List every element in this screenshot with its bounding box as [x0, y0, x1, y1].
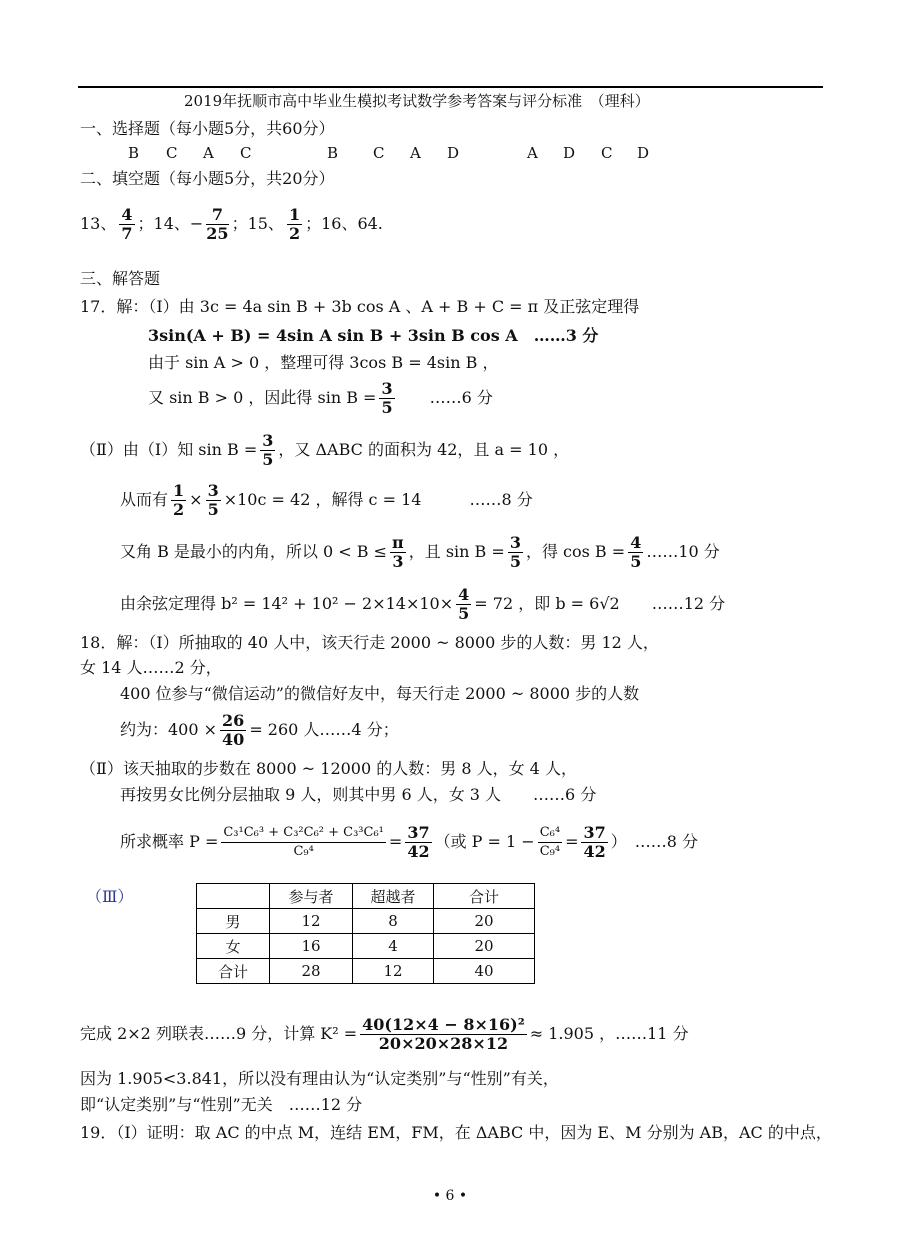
answer-8: D — [447, 144, 460, 162]
answer-2: C — [166, 144, 178, 162]
q15-fraction: $\frac{1}{2}$ — [288, 205, 301, 243]
answer-5: B — [327, 144, 339, 162]
q17-fraction-three-fifths: $\frac{3}{5}$ — [207, 481, 219, 519]
q18-fraction-37-42-b: $\frac{37}{42}$ — [583, 823, 606, 861]
table-cell: 16 — [270, 934, 353, 959]
answer-7: A — [410, 144, 421, 162]
table-row — [197, 934, 535, 959]
table-header-cell — [197, 884, 270, 909]
section-solution-heading: 三、解答题 — [80, 269, 161, 288]
q17-line-1: 17．解：（Ⅰ）由 3c = 4a sin B + 3b cos A 、A + B + C = π 及正弦定理得 — [80, 297, 640, 316]
q13-fraction: $\frac{4}{7}$ — [121, 205, 133, 243]
q14-fraction: $\frac{7}{25}$ — [206, 205, 229, 243]
answer-4: C — [240, 144, 252, 162]
q17-fraction-cos: $\frac{4}{5}$ — [630, 533, 642, 571]
table-header-row — [197, 884, 535, 909]
q18-line-9: 因为 1.905<3.841，所以没有理由认为“认定类别”与“性别”有关， — [80, 1069, 559, 1088]
answer-12: D — [637, 144, 650, 162]
q18-fraction-26-40: $\frac{26}{40}$ — [222, 711, 245, 749]
table-cell: 8 — [353, 909, 434, 934]
q18-k2-fraction: $\frac{\text{40(12×4 − 8×16)²}}{20\times 20\times 28\times 12}$ — [362, 1015, 525, 1053]
q18-probability-fraction: $\frac{\text{C₃¹C₆³ + C₃²C₆² + C₃³C₆¹}}{\text{C₉⁴}}$ — [223, 825, 384, 859]
q18-line-3: 400 位参与“微信运动”的微信好友中，每天行走 2000 ~ 8000 步的人数 — [120, 684, 640, 703]
q18-complement-fraction: $\frac{\text{C₆⁴}}{\text{C₉⁴}}$ — [539, 825, 561, 859]
section-choice-heading: 一、选择题（每小题5分，共60分） — [80, 119, 335, 138]
q18-line-8: 完成 2×2 列联表……9 分，计算 K² = $\frac{\text{40(12×4 − 8×16)²}}{20\times 20\times 28\times 12}$ ≈ 1.905 ，……11 分 — [80, 1015, 689, 1053]
q17-line-3: 由于 sin A > 0 ，整理可得 3cos B = 4sin B ， — [148, 353, 499, 372]
q17-fraction-half: $\frac{1}{2}$ — [173, 481, 185, 519]
table-cell: 28 — [270, 959, 353, 984]
section-fill-heading: 二、填空题（每小题5分，共20分） — [80, 169, 335, 188]
q17-line-5: （Ⅱ）由（Ⅰ）知 sin B = $\frac{3}{5}$ ，又 ΔABC 的面积为 42，且 a = 10 ， — [80, 431, 570, 469]
q17-line-4: 又 sin B > 0 ，因此得 sin B = $\frac{3}{5}$ ……6 分 — [148, 379, 493, 417]
answer-1: B — [128, 144, 140, 162]
q18-part3-label: （Ⅲ） — [86, 887, 134, 906]
q17-fraction-sinB2: $\frac{3}{5}$ — [262, 431, 274, 469]
table-row — [197, 959, 535, 984]
q18-line-10: 即“认定类别”与“性别”无关 ……12 分 — [80, 1095, 363, 1114]
q13-label: 13、 — [80, 214, 117, 233]
q17-fraction-four-fifths: $\frac{4}{5}$ — [458, 585, 470, 623]
table-cell: 40 — [434, 959, 535, 984]
q17-line-8: 由余弦定理得 b² = 14² + 10² − 2×14×10× $\frac{4}{5}$ = 72 ，即 b = 6√2 ……12 分 — [120, 585, 726, 623]
q17-fraction-pi-third: $\frac{\pi}{3}$ — [392, 533, 404, 571]
q17-fraction-sin: $\frac{3}{5}$ — [509, 533, 521, 571]
q18-line-2: 女 14 人……2 分， — [80, 658, 222, 677]
fill-answers — [80, 206, 383, 243]
table-cell: 20 — [434, 909, 535, 934]
q18-line-4: 约为：400 × $\frac{26}{40}$ = 260 人……4 分； — [120, 711, 399, 749]
contingency-table — [196, 883, 535, 984]
q18-fraction-37-42: $\frac{37}{42}$ — [407, 823, 430, 861]
table-cell: 合计 — [197, 959, 270, 984]
q19-line-1: 19．（Ⅰ）证明：取 AC 的中点 M，连结 EM，FM，在 ΔABC 中，因为 E、M 分别为 AB，AC 的中点， — [80, 1123, 832, 1142]
answer-11: C — [601, 144, 613, 162]
q17-line-6: 从而有 $\frac{1}{2}$ × $\frac{3}{5}$ ×10c = 42 ，解得 c = 14 ……8 分 — [120, 481, 533, 519]
q17-fraction-sinB: $\frac{3}{5}$ — [381, 379, 393, 417]
page-title: 2019年抚顺市高中毕业生模拟考试数学参考答案与评分标准 （理科） — [184, 92, 650, 110]
q16-answer: ；16、64. — [305, 214, 383, 233]
q18-line-6: 再按男女比例分层抽取 9 人，则其中男 6 人，女 3 人 ……6 分 — [120, 785, 597, 804]
q17-line-7: 又角 B 是最小的内角，所以 0 < B ≤ $\frac{\pi}{3}$ ，且 sin B = $\frac{3}{5}$ ，得 cos B = $\frac{4}{5}$ ……10 分 — [120, 533, 720, 571]
q17-line-2: 3sin(A + B) = 4sin A sin B + 3sin B cos A ……3 分 — [148, 326, 599, 345]
table-header-cell: 超越者 — [353, 884, 434, 909]
table-cell: 12 — [270, 909, 353, 934]
table-row — [197, 909, 535, 934]
q18-line-5: （Ⅱ）该天抽取的步数在 8000 ~ 12000 的人数：男 8 人，女 4 人， — [80, 759, 577, 778]
answer-9: A — [527, 144, 538, 162]
answer-3: A — [203, 144, 214, 162]
q18-line-7: 所求概率 P = $\frac{\text{C₃¹C₆³ + C₃²C₆² + C₃³C₆¹}}{\text{C₉⁴}}$ = $\frac{37}{42}$ （或 P = 1 − $\frac{\text{C₆⁴}}{\text{C₉⁴}}$ = $\frac{37}{42}$ ） ……8 分 — [120, 823, 699, 861]
page-number: • 6 • — [432, 1188, 468, 1204]
table-cell: 男 — [197, 909, 270, 934]
table-cell: 4 — [353, 934, 434, 959]
answer-6: C — [373, 144, 385, 162]
table-cell: 20 — [434, 934, 535, 959]
table-header-cell: 合计 — [434, 884, 535, 909]
table-header-cell: 参与者 — [270, 884, 353, 909]
table-cell: 女 — [197, 934, 270, 959]
header-rule — [78, 86, 823, 88]
table-cell: 12 — [353, 959, 434, 984]
answer-10: D — [563, 144, 576, 162]
q14-label: ；14、− — [137, 214, 204, 233]
q18-line-1: 18．解：（Ⅰ）所抽取的 40 人中，该天行走 2000 ~ 8000 步的人数：男 12 人， — [80, 633, 659, 652]
q15-label: ；15、 — [231, 214, 284, 233]
